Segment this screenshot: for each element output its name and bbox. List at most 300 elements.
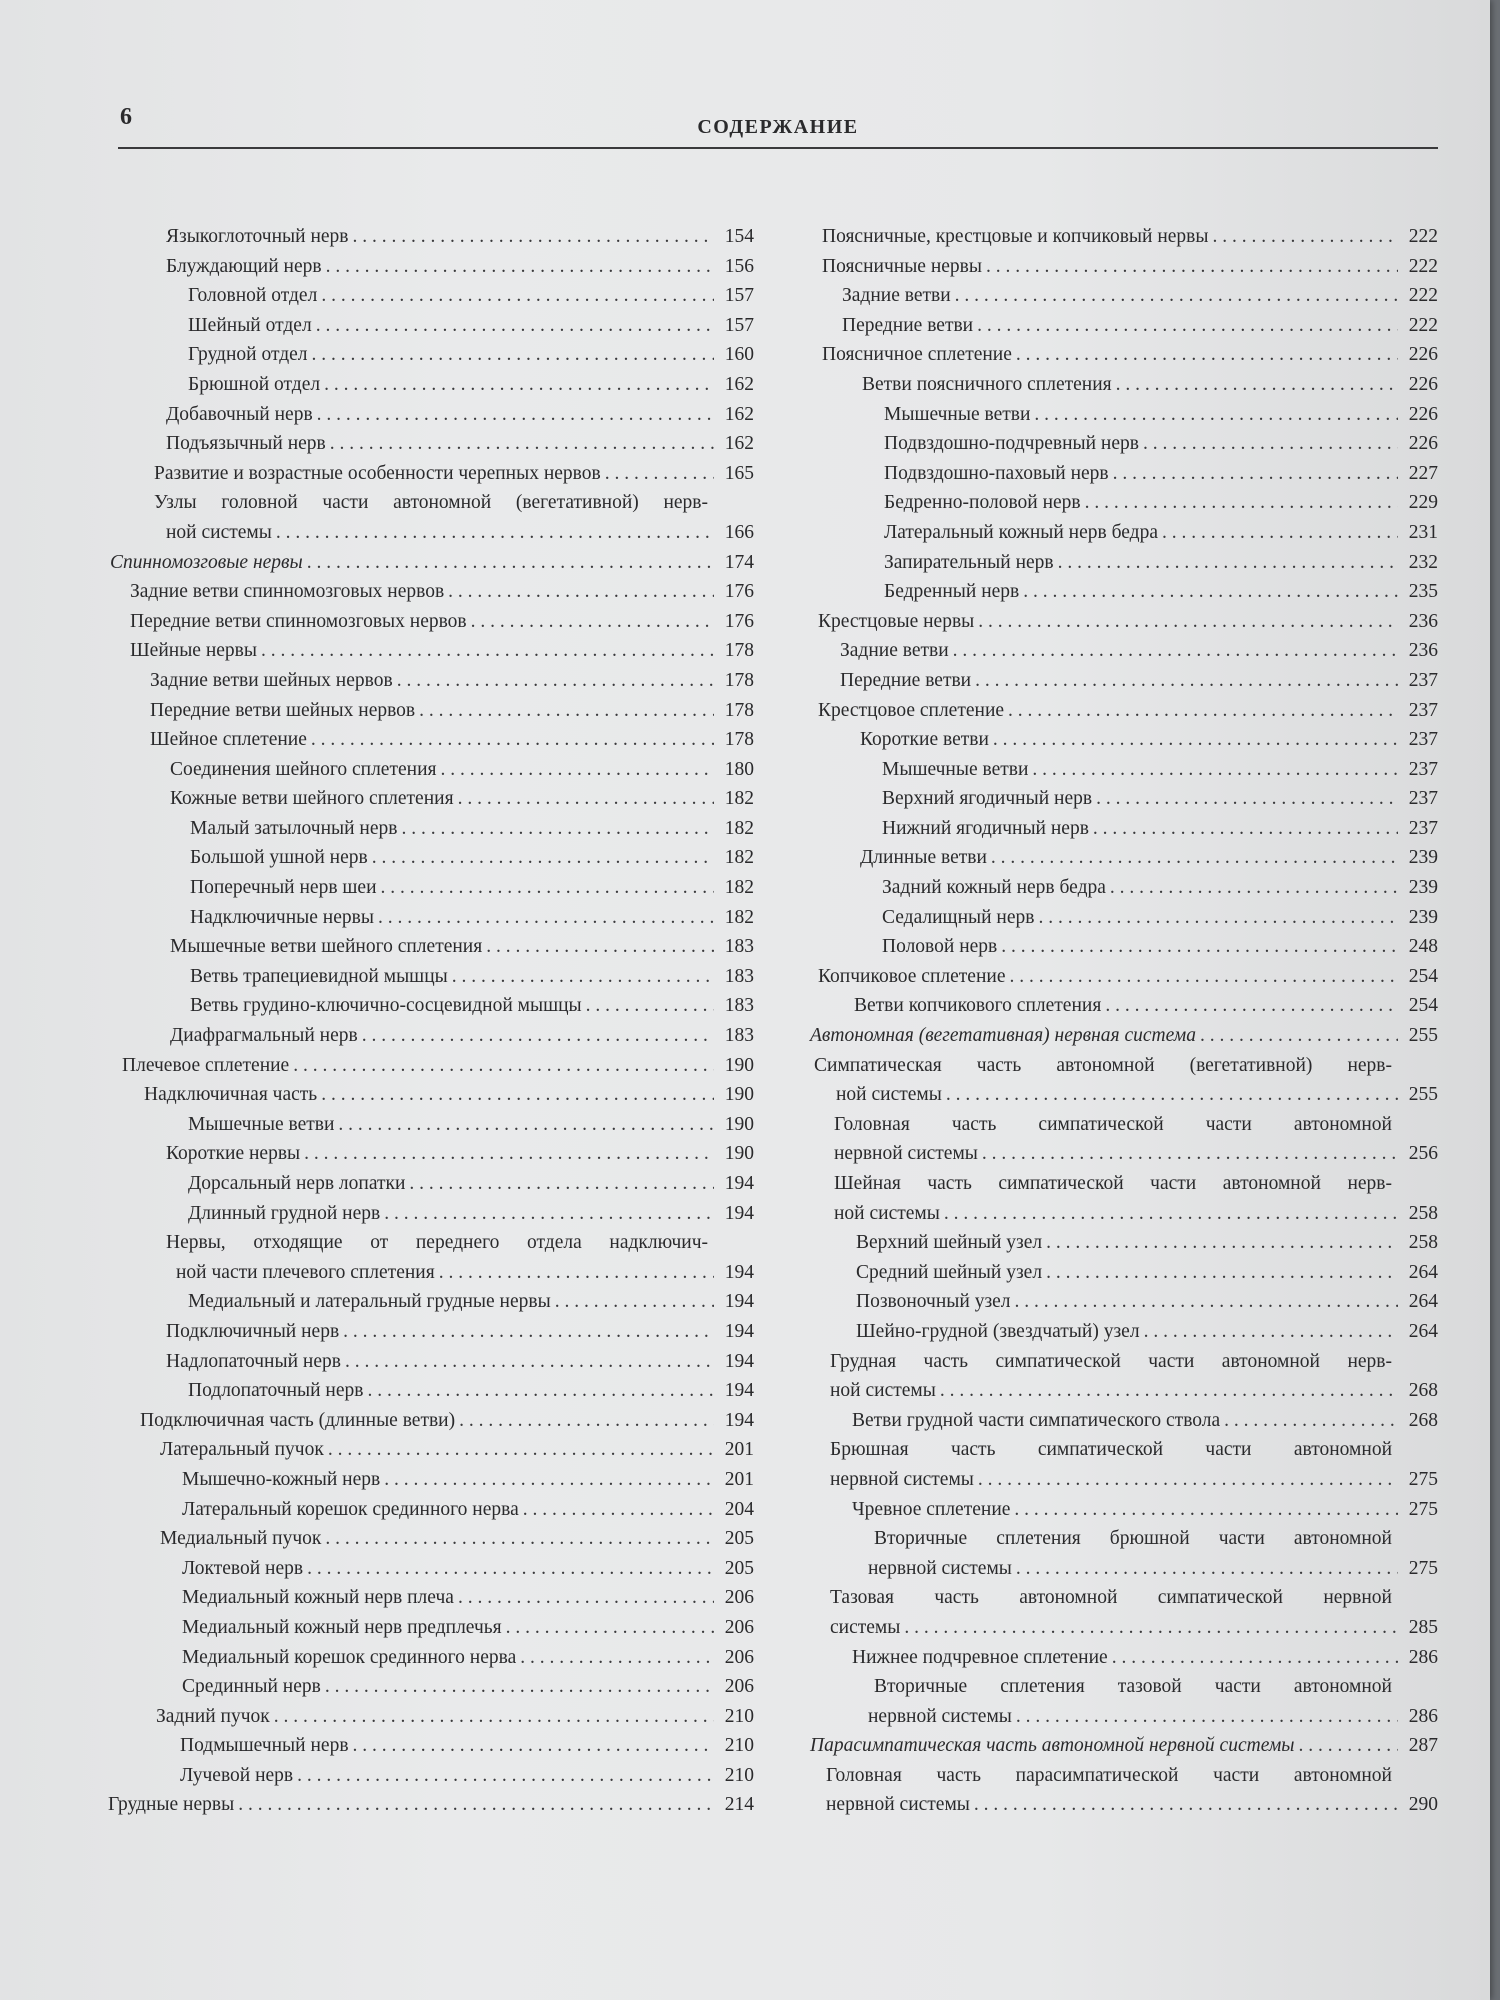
dot-leader bbox=[1096, 784, 1398, 814]
dot-leader bbox=[439, 1258, 714, 1288]
toc-entry bbox=[810, 577, 1438, 607]
toc-entry-line bbox=[108, 1228, 754, 1258]
toc-entry bbox=[810, 252, 1438, 282]
dot-leader bbox=[991, 843, 1398, 873]
toc-entry-title: Ветвь трапециевидной мышцы bbox=[190, 965, 448, 987]
dot-leader bbox=[338, 1110, 714, 1140]
toc-entry-line bbox=[810, 1169, 1438, 1199]
toc-entry-page: 180 bbox=[724, 758, 754, 780]
dot-leader bbox=[1224, 1406, 1398, 1436]
toc-entry bbox=[108, 784, 754, 814]
toc-entry-page: 162 bbox=[724, 433, 754, 455]
toc-entry bbox=[810, 1465, 1438, 1495]
toc-entry-page: 237 bbox=[1408, 699, 1438, 721]
toc-entry-title: Шейный отдел bbox=[188, 314, 312, 336]
toc-entry-page: 285 bbox=[1408, 1616, 1438, 1638]
toc-entry-page: 236 bbox=[1408, 640, 1438, 662]
toc-entry-page: 162 bbox=[724, 373, 754, 395]
toc-entry-line bbox=[810, 1051, 1438, 1081]
dot-leader bbox=[506, 1613, 714, 1643]
toc-entry-page: 264 bbox=[1408, 1291, 1438, 1313]
toc-entry-title: Мышечные ветви bbox=[882, 758, 1029, 780]
toc-entry bbox=[108, 696, 754, 726]
toc-entry-page: 268 bbox=[1408, 1409, 1438, 1431]
toc-entry-title: Языкоглоточный нерв bbox=[166, 226, 349, 247]
toc-entry-page: 275 bbox=[1408, 1468, 1438, 1490]
toc-entry bbox=[810, 1021, 1438, 1051]
toc-entry-title: Блуждающий нерв bbox=[166, 255, 322, 277]
toc-entry bbox=[108, 1465, 754, 1495]
toc-entry bbox=[810, 1287, 1438, 1317]
toc-entry bbox=[108, 311, 754, 341]
toc-entry-page: 166 bbox=[724, 521, 754, 543]
dot-leader bbox=[238, 1790, 714, 1820]
toc-entry bbox=[108, 1021, 754, 1051]
toc-entry bbox=[108, 873, 754, 903]
toc-entry-title: Передние ветви bbox=[842, 314, 974, 336]
toc-entry-title: Латеральный пучок bbox=[160, 1439, 324, 1461]
toc-entry-title-line: Вторичные сплетения тазовой части автономной bbox=[874, 1676, 1392, 1698]
dot-leader bbox=[1105, 991, 1398, 1021]
toc-entry-page: 237 bbox=[1408, 817, 1438, 839]
toc-entry bbox=[810, 1317, 1438, 1347]
toc-entry bbox=[810, 488, 1438, 518]
dot-leader bbox=[523, 1495, 714, 1525]
toc-entry-page: 268 bbox=[1408, 1380, 1438, 1402]
toc-entry-page: 194 bbox=[724, 1380, 754, 1402]
toc-entry-title-line: Головная часть симпатической части автономной bbox=[834, 1113, 1392, 1135]
toc-entry-title: Поясничные, крестцовые и копчиковый нервы bbox=[822, 226, 1209, 247]
dot-leader bbox=[1116, 370, 1398, 400]
dot-leader bbox=[326, 252, 714, 282]
toc-entry-title: Верхний шейный узел bbox=[856, 1232, 1043, 1254]
toc-entry-page: 156 bbox=[724, 255, 754, 277]
toc-entry-title: Позвоночный узел bbox=[856, 1291, 1011, 1313]
toc-entry-page: 232 bbox=[1408, 551, 1438, 573]
toc-entry-title: Подвздошно-подчревный нерв bbox=[884, 433, 1139, 455]
toc-entry-title: Надключичная часть bbox=[144, 1084, 318, 1106]
dot-leader bbox=[1016, 340, 1398, 370]
toc-entry bbox=[108, 1643, 754, 1673]
toc-entry-page: 239 bbox=[1408, 877, 1438, 899]
dot-leader bbox=[586, 991, 714, 1021]
toc-entry-page: 176 bbox=[724, 610, 754, 632]
toc-entry bbox=[108, 725, 754, 755]
toc-entry-page: 205 bbox=[724, 1528, 754, 1550]
toc-entry-page: 248 bbox=[1408, 936, 1438, 958]
toc-entry-title: Надлопаточный нерв bbox=[166, 1350, 341, 1372]
toc-entry-title: Ветви поясничного сплетения bbox=[862, 373, 1112, 395]
dot-leader bbox=[458, 1583, 714, 1613]
dot-leader bbox=[276, 518, 714, 548]
toc-entry bbox=[810, 873, 1438, 903]
toc-entry bbox=[108, 1435, 754, 1465]
dot-leader bbox=[321, 281, 714, 311]
toc-entry-title: Грудной отдел bbox=[188, 344, 308, 366]
dot-leader bbox=[419, 696, 714, 726]
dot-leader bbox=[974, 1790, 1398, 1820]
dot-leader bbox=[1009, 962, 1398, 992]
toc-entry-title: Седалищный нерв bbox=[882, 906, 1035, 928]
toc-entry-title: Срединный нерв bbox=[182, 1676, 321, 1698]
toc-entry-page: 178 bbox=[724, 729, 754, 751]
toc-entry bbox=[810, 1139, 1438, 1169]
toc-entry-page: 227 bbox=[1408, 462, 1438, 484]
toc-entry-title: нервной системы bbox=[834, 1143, 978, 1165]
toc-entry-title: Нижний ягодичный нерв bbox=[882, 817, 1089, 839]
dot-leader bbox=[328, 1435, 714, 1465]
toc-entry-title: Диафрагмальный нерв bbox=[170, 1025, 358, 1047]
toc-entry-page: 237 bbox=[1408, 669, 1438, 691]
toc-entry bbox=[108, 903, 754, 933]
toc-entry-title-line: Узлы головной части автономной (вегетативной) нерв- bbox=[154, 492, 708, 514]
toc-left-column bbox=[108, 222, 754, 1820]
toc-entry-title: Головной отдел bbox=[188, 285, 318, 307]
toc-entry-title: Медиальный кожный нерв предплечья bbox=[182, 1616, 502, 1638]
toc-entry-title-line: Грудная часть симпатической части автономной нерв- bbox=[830, 1350, 1392, 1372]
toc-entry-title: Подвздошно-паховый нерв bbox=[884, 462, 1109, 484]
toc-entry-page: 210 bbox=[724, 1764, 754, 1786]
header-divider bbox=[118, 147, 1438, 149]
toc-entry-page: 165 bbox=[724, 462, 754, 484]
dot-leader bbox=[1046, 1258, 1398, 1288]
toc-entry-page: 178 bbox=[724, 669, 754, 691]
toc-entry-title: Медиальный корешок срединного нерва bbox=[182, 1646, 517, 1668]
toc-entry-page: 254 bbox=[1408, 995, 1438, 1017]
toc-entry-page: 229 bbox=[1408, 492, 1438, 514]
toc-entry bbox=[108, 1199, 754, 1229]
toc-entry-title: ной части плечевого сплетения bbox=[176, 1261, 435, 1283]
dot-leader bbox=[1032, 755, 1398, 785]
toc-entry-page: 206 bbox=[724, 1616, 754, 1638]
toc-entry-page: 205 bbox=[724, 1557, 754, 1579]
dot-leader bbox=[261, 636, 714, 666]
toc-right-column bbox=[810, 222, 1438, 1820]
toc-entry-title: Ветвь грудино-ключично-сосцевидной мышцы bbox=[190, 995, 582, 1017]
dot-leader bbox=[1014, 1495, 1398, 1525]
toc-entry-title: Спинномозговые нервы bbox=[110, 551, 303, 573]
dot-leader bbox=[381, 873, 714, 903]
toc-entry-page: 237 bbox=[1408, 758, 1438, 780]
toc-entry-line bbox=[810, 1583, 1438, 1613]
toc-entry bbox=[108, 1080, 754, 1110]
toc-entry bbox=[108, 1287, 754, 1317]
toc-entry-title: ной системы bbox=[834, 1202, 940, 1224]
toc-entry-page: 254 bbox=[1408, 965, 1438, 987]
toc-entry-title: Лучевой нерв bbox=[180, 1764, 294, 1786]
toc-entry-page: 178 bbox=[724, 640, 754, 662]
page-header bbox=[118, 100, 1438, 144]
toc-entry-line bbox=[810, 1761, 1438, 1791]
toc-entry-title: Средний шейный узел bbox=[856, 1261, 1043, 1283]
toc-entry bbox=[108, 1169, 754, 1199]
toc-entry bbox=[108, 222, 754, 252]
toc-entry-title: системы bbox=[830, 1616, 901, 1638]
toc-entry bbox=[810, 1702, 1438, 1732]
toc-entry-page: 194 bbox=[724, 1173, 754, 1194]
toc-entry bbox=[108, 991, 754, 1021]
toc-entry-page: 157 bbox=[724, 285, 754, 307]
toc-entry-page: 239 bbox=[1408, 847, 1438, 869]
toc-entry-title: Поперечный нерв шеи bbox=[190, 877, 377, 899]
toc-entry-page: 256 bbox=[1408, 1143, 1438, 1165]
toc-entry-title: Задние ветви bbox=[840, 640, 949, 662]
toc-entry-title: Подмышечный нерв bbox=[180, 1735, 349, 1757]
dot-leader bbox=[297, 1761, 714, 1791]
dot-leader bbox=[1200, 1021, 1398, 1051]
dot-leader bbox=[372, 843, 714, 873]
toc-entry bbox=[108, 814, 754, 844]
dot-leader bbox=[1112, 1643, 1398, 1673]
dot-leader bbox=[458, 784, 714, 814]
toc-entry-page: 182 bbox=[724, 906, 754, 928]
toc-entry-title: Добавочный нерв bbox=[166, 403, 313, 425]
dot-leader bbox=[317, 400, 714, 430]
toc-entry-title: Бедренно-половой нерв bbox=[884, 492, 1081, 514]
toc-entry-title: Локтевой нерв bbox=[182, 1557, 304, 1579]
toc-entry-page: 157 bbox=[724, 314, 754, 336]
dot-leader bbox=[325, 1672, 714, 1702]
toc-entry bbox=[810, 1790, 1438, 1820]
toc-entry-title: Надключичные нервы bbox=[190, 906, 374, 928]
dot-leader bbox=[486, 932, 714, 962]
toc-entry bbox=[810, 518, 1438, 548]
dot-leader bbox=[316, 311, 714, 341]
toc-entry bbox=[810, 459, 1438, 489]
toc-entry-title-line: Вторичные сплетения брюшной части автономной bbox=[874, 1528, 1392, 1550]
toc-entry-page: 214 bbox=[724, 1794, 754, 1816]
toc-entry bbox=[108, 340, 754, 370]
toc-entry bbox=[810, 696, 1438, 726]
toc-entry-page: 226 bbox=[1408, 373, 1438, 395]
toc-entry-title: Мышечно-кожный нерв bbox=[182, 1468, 381, 1490]
dot-leader bbox=[982, 1139, 1398, 1169]
toc-entry-title: Шейное сплетение bbox=[150, 729, 307, 751]
toc-entry-line bbox=[810, 1435, 1438, 1465]
dot-leader bbox=[1058, 548, 1398, 578]
toc-entry-title: нервной системы bbox=[868, 1557, 1012, 1579]
toc-entry bbox=[108, 1702, 754, 1732]
toc-entry-title: Подключичный нерв bbox=[166, 1320, 340, 1342]
dot-leader bbox=[1162, 518, 1398, 548]
toc-entry-page: 275 bbox=[1408, 1557, 1438, 1579]
toc-entry-title: Большой ушной нерв bbox=[190, 847, 368, 869]
dot-leader bbox=[1015, 1287, 1398, 1317]
toc-entry bbox=[810, 636, 1438, 666]
toc-entry bbox=[108, 518, 754, 548]
toc-entry bbox=[108, 1554, 754, 1584]
dot-leader bbox=[353, 222, 715, 252]
toc-entry-title: Мышечные ветви bbox=[188, 1113, 335, 1135]
toc-entry-title: Плечевое сплетение bbox=[122, 1054, 290, 1076]
toc-entry bbox=[108, 252, 754, 282]
toc-entry-page: 286 bbox=[1408, 1646, 1438, 1668]
toc-entry-page: 201 bbox=[724, 1439, 754, 1461]
toc-entry-title: Запирательный нерв bbox=[884, 551, 1054, 573]
toc-entry bbox=[108, 636, 754, 666]
dot-leader bbox=[978, 607, 1398, 637]
dot-leader bbox=[448, 577, 714, 607]
page-number: 6 bbox=[120, 104, 132, 130]
toc-entry-title: Грудные нервы bbox=[108, 1794, 235, 1816]
toc-entry bbox=[810, 725, 1438, 755]
toc-entry-title: Короткие нервы bbox=[166, 1143, 301, 1165]
toc-entry-title: Кожные ветви шейного сплетения bbox=[170, 788, 454, 810]
toc-entry bbox=[108, 1790, 754, 1820]
dot-leader bbox=[311, 725, 714, 755]
dot-leader bbox=[520, 1643, 714, 1673]
toc-entry bbox=[108, 1761, 754, 1791]
dot-leader bbox=[1038, 903, 1398, 933]
toc-entry-title: Поясничное сплетение bbox=[822, 344, 1012, 366]
toc-entry-title: Длинные ветви bbox=[860, 847, 987, 869]
toc-entry-title: Латеральный корешок срединного нерва bbox=[182, 1498, 519, 1520]
toc-entry-line bbox=[810, 1347, 1438, 1377]
toc-entry-page: 182 bbox=[724, 788, 754, 810]
toc-entry-page: 226 bbox=[1408, 403, 1438, 425]
toc-entry-page: 255 bbox=[1408, 1084, 1438, 1106]
toc-entry bbox=[108, 370, 754, 400]
toc-entry bbox=[810, 548, 1438, 578]
dot-leader bbox=[1113, 459, 1398, 489]
dot-leader bbox=[293, 1051, 714, 1081]
toc-entry-title-line: Головная часть парасимпатической части автономной bbox=[826, 1764, 1392, 1786]
toc-entry bbox=[108, 607, 754, 637]
dot-leader bbox=[321, 1080, 714, 1110]
dot-leader bbox=[397, 666, 714, 696]
toc-entry bbox=[810, 1554, 1438, 1584]
dot-leader bbox=[993, 725, 1398, 755]
toc-entry-title: Поясничные нервы bbox=[822, 255, 982, 277]
toc-entry-page: 264 bbox=[1408, 1261, 1438, 1283]
toc-entry-title: Задние ветви bbox=[842, 285, 951, 307]
toc-entry-line bbox=[108, 488, 754, 518]
toc-entry-line bbox=[810, 1110, 1438, 1140]
dot-leader bbox=[953, 636, 1398, 666]
toc-entry bbox=[810, 932, 1438, 962]
dot-leader bbox=[307, 1554, 714, 1584]
toc-entry-title: нервной системы bbox=[868, 1705, 1012, 1727]
toc-entry bbox=[810, 370, 1438, 400]
dot-leader bbox=[452, 962, 714, 992]
toc-entry bbox=[810, 1731, 1438, 1761]
toc-entry bbox=[108, 429, 754, 459]
dot-leader bbox=[312, 340, 714, 370]
toc-entry bbox=[108, 843, 754, 873]
toc-entry-page: 206 bbox=[724, 1646, 754, 1668]
toc-entry-page: 258 bbox=[1408, 1232, 1438, 1254]
toc-entry bbox=[108, 577, 754, 607]
toc-entry-title: Передние ветви шейных нервов bbox=[150, 699, 416, 721]
toc-entry bbox=[108, 459, 754, 489]
toc-entry bbox=[108, 1406, 754, 1436]
toc-entry-title-line: Симпатическая часть автономной (вегетативной) нерв- bbox=[814, 1054, 1392, 1076]
toc-entry bbox=[108, 1495, 754, 1525]
toc-entry-title: Ветви копчикового сплетения bbox=[854, 995, 1102, 1017]
toc-entry-page: 160 bbox=[724, 344, 754, 366]
toc-entry bbox=[108, 400, 754, 430]
toc-entry-page: 222 bbox=[1408, 255, 1438, 277]
dot-leader bbox=[1034, 400, 1398, 430]
toc-entry-page: 194 bbox=[724, 1202, 754, 1224]
toc-entry-title: Шейно-грудной (звездчатый) узел bbox=[856, 1320, 1140, 1342]
toc-entry-title: Парасимпатическая часть автономной нервной системы bbox=[810, 1735, 1295, 1757]
toc-entry-title: Копчиковое сплетение bbox=[818, 965, 1006, 987]
toc-entry-title: нервной системы bbox=[830, 1468, 974, 1490]
toc-entry-title: Мышечные ветви шейного сплетения bbox=[170, 936, 483, 958]
toc-entry-title: Задние ветви шейных нервов bbox=[150, 669, 393, 691]
toc-entry-page: 287 bbox=[1408, 1735, 1438, 1757]
toc-entry-page: 231 bbox=[1408, 521, 1438, 543]
toc-entry-title: Длинный грудной нерв bbox=[188, 1202, 381, 1224]
toc-entry-page: 204 bbox=[724, 1498, 754, 1520]
toc-entry-page: 154 bbox=[724, 226, 754, 247]
toc-entry-title: Нижнее подчревное сплетение bbox=[852, 1646, 1108, 1668]
dot-leader bbox=[605, 459, 714, 489]
dot-leader bbox=[978, 1465, 1398, 1495]
dot-leader bbox=[367, 1376, 714, 1406]
toc-entry bbox=[810, 340, 1438, 370]
toc-entry bbox=[810, 1613, 1438, 1643]
toc-entry bbox=[810, 222, 1438, 252]
toc-entry bbox=[108, 1139, 754, 1169]
toc-entry bbox=[108, 1110, 754, 1140]
toc-entry bbox=[810, 784, 1438, 814]
toc-entry-title: Половой нерв bbox=[882, 936, 998, 958]
toc-entry bbox=[108, 1347, 754, 1377]
dot-leader bbox=[384, 1199, 714, 1229]
toc-entry bbox=[108, 1672, 754, 1702]
toc-entry bbox=[810, 1199, 1438, 1229]
toc-entry-title: Медиальный и латеральный грудные нервы bbox=[188, 1291, 551, 1313]
toc-entry-title-line: Брюшная часть симпатической части автономной bbox=[830, 1439, 1392, 1461]
toc-entry-title: Бедренный нерв bbox=[884, 581, 1020, 603]
toc-entry-page: 178 bbox=[724, 699, 754, 721]
toc-entry bbox=[810, 281, 1438, 311]
dot-leader bbox=[977, 311, 1398, 341]
toc-entry bbox=[810, 1495, 1438, 1525]
dot-leader bbox=[1023, 577, 1398, 607]
toc-entry bbox=[108, 962, 754, 992]
toc-entry-page: 190 bbox=[724, 1113, 754, 1135]
dot-leader bbox=[975, 666, 1398, 696]
toc-entry bbox=[810, 1376, 1438, 1406]
toc-entry-title: Чревное сплетение bbox=[852, 1498, 1011, 1520]
toc-entry-page: 222 bbox=[1408, 314, 1438, 336]
toc-entry bbox=[810, 1080, 1438, 1110]
toc-entry-page: 290 bbox=[1408, 1794, 1438, 1816]
toc-entry-line bbox=[810, 1672, 1438, 1702]
toc-entry bbox=[108, 932, 754, 962]
toc-entry-page: 183 bbox=[724, 995, 754, 1017]
toc-entry bbox=[108, 1583, 754, 1613]
dot-leader bbox=[343, 1317, 714, 1347]
toc-entry-title: Передние ветви bbox=[840, 669, 972, 691]
toc-entry-title: ной системы bbox=[836, 1084, 942, 1106]
dot-leader bbox=[471, 607, 714, 637]
dot-leader bbox=[555, 1287, 714, 1317]
toc-entry-line bbox=[810, 1524, 1438, 1554]
toc-entry-title-line: Нервы, отходящие от переднего отдела надключич- bbox=[166, 1232, 708, 1254]
toc-entry-title: Подключичная часть (длинные ветви) bbox=[140, 1409, 456, 1431]
toc-entry-title-line: Шейная часть симпатической части автономной нерв- bbox=[834, 1173, 1392, 1194]
toc-entry-title: Малый затылочный нерв bbox=[190, 817, 398, 839]
toc-entry bbox=[108, 548, 754, 578]
toc-entry-title: ной системы bbox=[166, 521, 272, 543]
toc-entry-page: 210 bbox=[724, 1735, 754, 1757]
toc-entry-title: Задние ветви спинномозговых нервов bbox=[130, 581, 445, 603]
toc-entry bbox=[810, 903, 1438, 933]
